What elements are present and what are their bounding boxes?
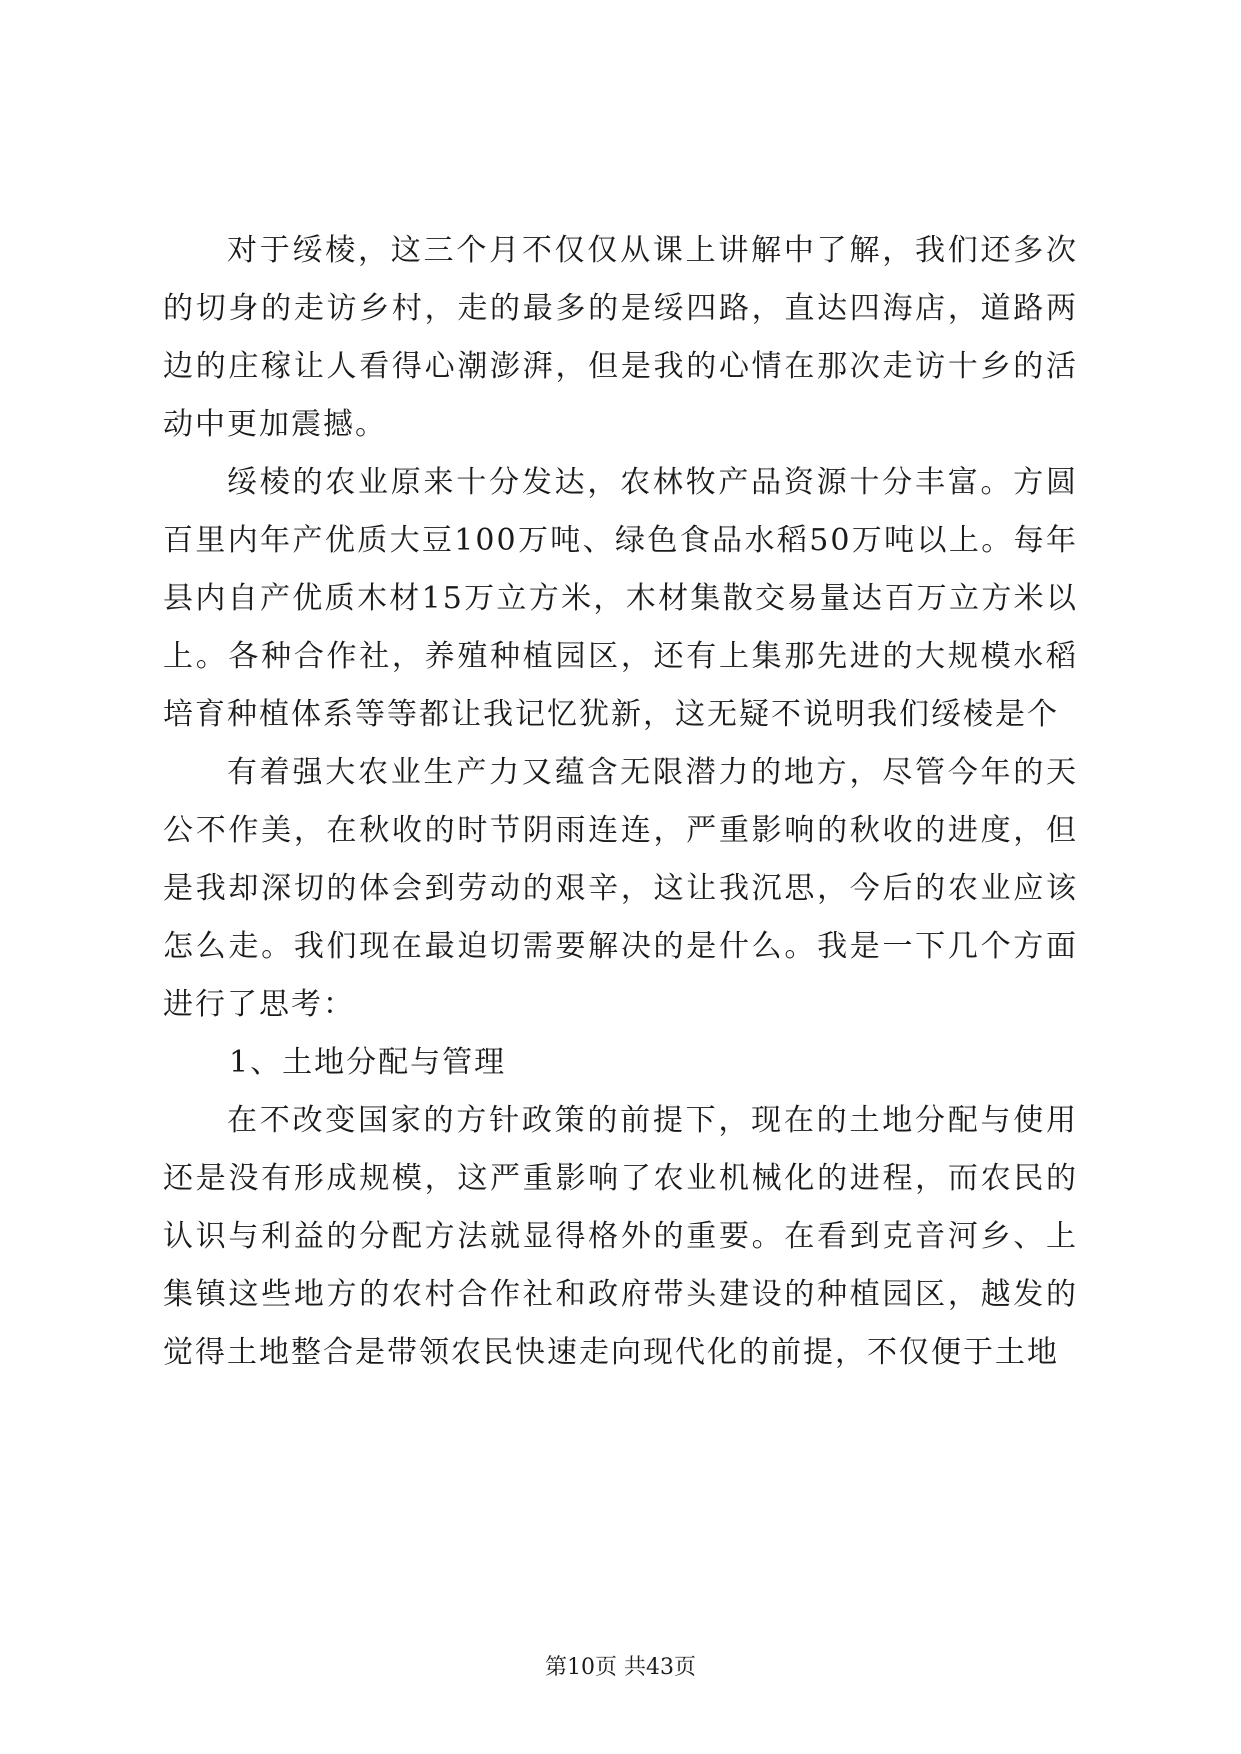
section-heading: 1、土地分配与管理	[229, 1045, 507, 1080]
page-footer: 第10页 共43页	[545, 1655, 696, 1680]
document-body	[163, 222, 1078, 1382]
paragraph-1: 对于绥棱，这三个月不仅仅从课上讲解中了解，我们还多次的切身的走访乡村，走的最多的是绥四路，直达四海店，道路两边的庄稼让人看得心潮澎湃，但是我的心情在那次走访十乡的活动中更加震撼。	[163, 233, 1078, 442]
paragraph-3: 有着强大农业生产力又蕴含无限潜力的地方，尽管今年的天公不作美，在秋收的时节阴雨连连，严重影响的秋收的进度，但是我却深切的体会到劳动的艰辛，这让我沉思，今后的农业应该怎么走。我们现在最迫切需要解决的是什么。我是一下几个方面进行了思考：	[163, 755, 1078, 1022]
paragraph-2: 绥棱的农业原来十分发达，农林牧产品资源十分丰富。方圆百里内年产优质大豆100万吨、绿色食品水稻50万吨以上。每年县内自产优质木材15万立方米，木材集散交易量达百万立方米以上。各种合作社，养殖种植园区，还有上集那先进的大规模水稻培育种植体系等等都让我记忆犹新，这无疑不说明我们绥棱是个	[163, 465, 1078, 732]
paragraph-4: 在不改变国家的方针政策的前提下，现在的土地分配与使用还是没有形成规模，这严重影响了农业机械化的进程，而农民的认识与利益的分配方法就显得格外的重要。在看到克音河乡、上集镇这些地方的农村合作社和政府带头建设的种植园区，越发的觉得土地整合是带领农民快速走向现代化的前提，不仅便于土地	[163, 1103, 1078, 1370]
